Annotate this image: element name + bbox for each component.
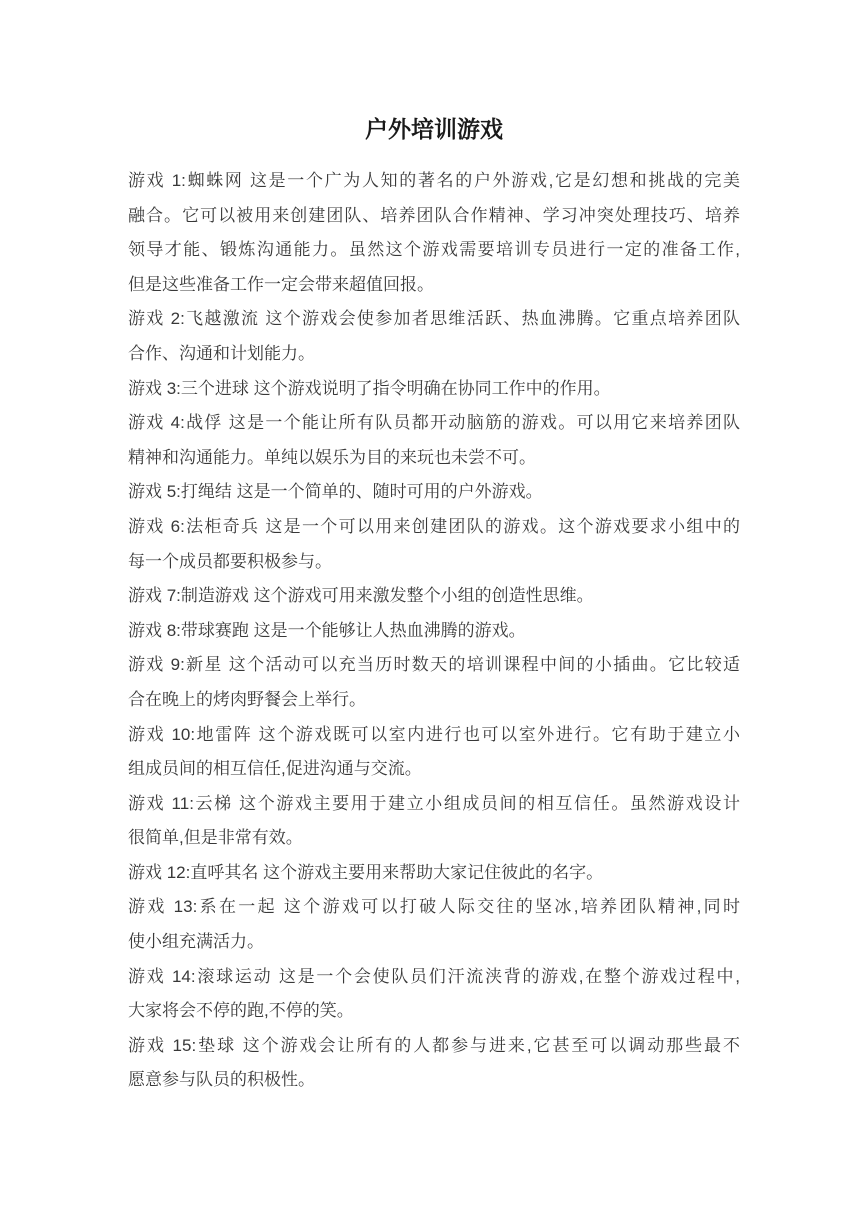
text-line: 很简单,但是非常有效。 [128,828,303,848]
paragraph-game-5 [128,475,740,510]
text-line: 游戏 4:战俘 这是一个能让所有队员都开动脑筋的游戏。可以用它来培养团队 [128,413,740,433]
paragraph-game-10 [128,718,740,787]
page-title: 户外培训游戏 [365,117,503,142]
paragraph-game-13 [128,890,740,959]
text-line: 大家将会不停的跑,不停的笑。 [128,1001,354,1021]
text-line: 游戏 10:地雷阵 这个游戏既可以室内进行也可以室外进行。它有助于建立小 [128,724,740,744]
paragraph-game-8 [128,614,740,649]
text-line: 游戏 2:飞越激流 这个游戏会使参加者思维活跃、热血沸腾。它重点培养团队 [128,309,740,329]
text-line: 游戏 3:三个进球 这个游戏说明了指令明确在协同工作中的作用。 [128,378,611,398]
text-line: 游戏 12:直呼其名 这个游戏主要用来帮助大家记住彼此的名字。 [128,862,604,882]
paragraph-game-7 [128,579,740,614]
text-line: 精神和沟通能力。单纯以娱乐为目的来玩也未尝不可。 [128,447,536,467]
text-line: 但是这些准备工作一定会带来超值回报。 [128,274,434,294]
text-line: 游戏 13:系在一起 这个游戏可以打破人际交往的坚冰,培养团队精神,同时 [128,897,740,917]
text-line: 游戏 11:云梯 这个游戏主要用于建立小组成员间的相互信任。虽然游戏设计 [128,793,740,813]
text-line: 游戏 6:法柜奇兵 这是一个可以用来创建团队的游戏。这个游戏要求小组中的 [128,516,740,536]
paragraph-game-15 [128,1029,740,1098]
text-line: 融合。它可以被用来创建团队、培养团队合作精神、学习冲突处理技巧、培养 [128,205,740,225]
text-line: 游戏 9:新星 这个活动可以充当历时数天的培训课程中间的小插曲。它比较适 [128,655,740,675]
text-line: 游戏 1:蜘蛛网 这是一个广为人知的著名的户外游戏,它是幻想和挑战的完美 [128,171,740,190]
text-line: 每一个成员都要积极参与。 [128,551,332,571]
text-line: 合作、沟通和计划能力。 [128,343,315,363]
paragraph-game-2 [128,302,740,371]
text-line: 愿意参与队员的积极性。 [128,1070,315,1090]
text-line: 游戏 8:带球赛跑 这是一个能够让人热血沸腾的游戏。 [128,620,526,640]
paragraph-game-6 [128,510,740,579]
text-line: 游戏 14:滚球运动 这是一个会使队员们汗流浃背的游戏,在整个游戏过程中, [128,966,740,986]
document-body [128,164,740,1098]
paragraph-game-11 [128,787,740,856]
text-line: 游戏 5:打绳结 这是一个简单的、随时可用的户外游戏。 [128,482,543,502]
paragraph-game-12 [128,856,740,891]
text-line: 游戏 15:垫球 这个游戏会让所有的人都参与进来,它甚至可以调动那些最不 [128,1035,740,1055]
paragraph-game-4 [128,406,740,475]
paragraph-game-3 [128,372,740,407]
paragraph-game-1 [128,164,740,302]
text-line: 游戏 7:制造游戏 这个游戏可用来激发整个小组的创造性思维。 [128,586,594,606]
text-line: 领导才能、锻炼沟通能力。虽然这个游戏需要培训专员进行一定的准备工作, [128,240,740,260]
paragraph-game-14 [128,960,740,1029]
text-line: 使小组充满活力。 [128,932,264,952]
paragraph-game-9 [128,648,740,717]
text-line: 合在晚上的烤肉野餐会上举行。 [128,689,366,709]
text-line: 组成员间的相互信任,促进沟通与交流。 [128,759,422,779]
